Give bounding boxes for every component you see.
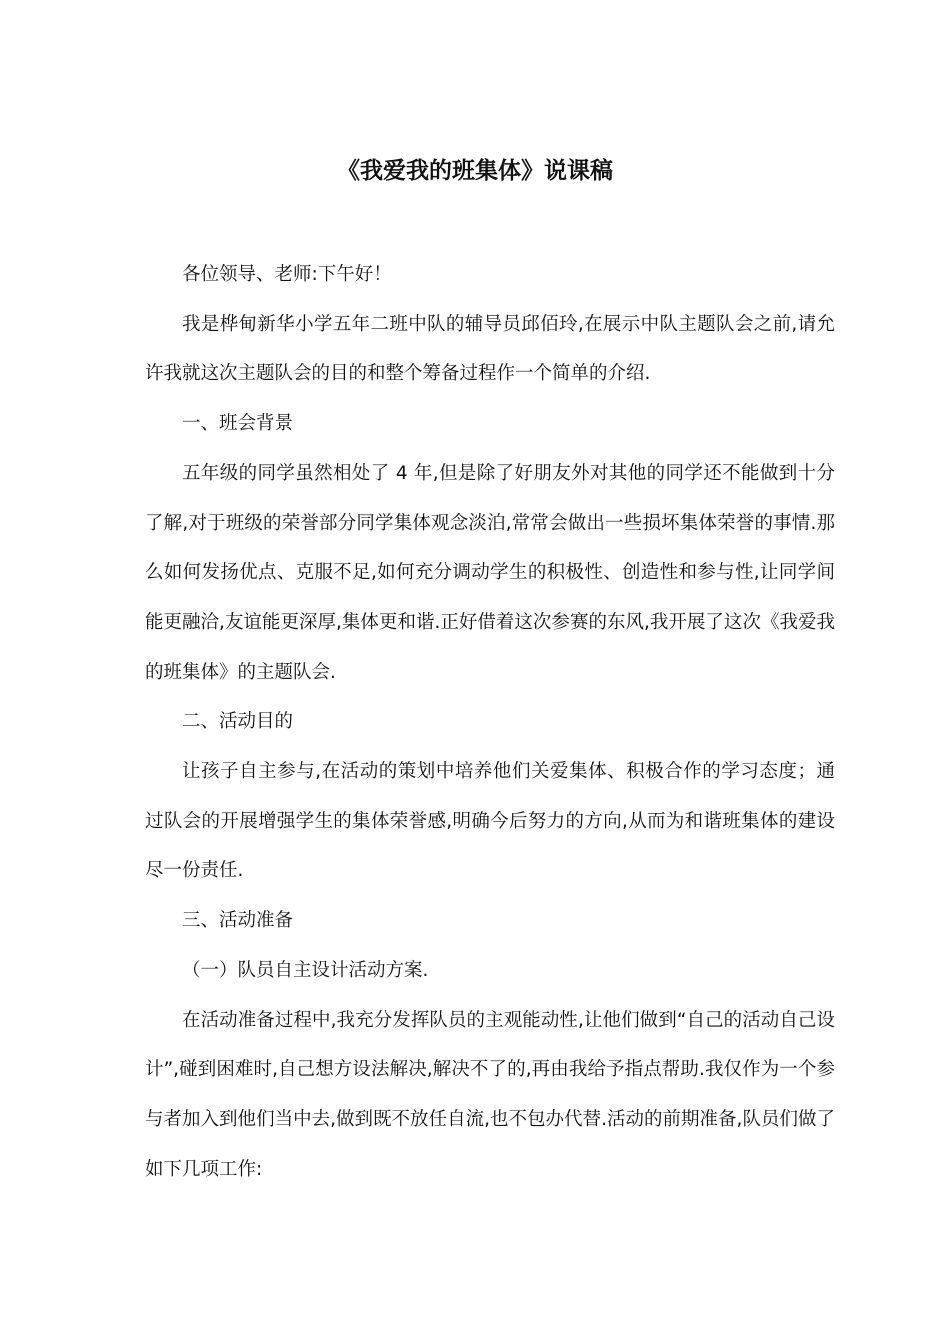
paragraph-background: 五年级的同学虽然相处了 4 年,但是除了好朋友外对其他的同学还不能做到十分了解,对于班级的荣誉部分同学集体观念淡泊,常常会做出一些损坏集体荣誉的事情.那么如何发扬优点、克服不足,如何充分调动学生的积极性、创造性和参与性,让同学间能更融洽,友谊能更深厚,集体更和谐.正好借着这次参赛的东风,我开展了这次《我爱我的班集体》的主题队会.: [145, 462, 835, 683]
document-title: 《我爱我的班集体》说课稿: [337, 158, 613, 184]
paragraph-purpose: 让孩子自主参与,在活动的策划中培养他们关爱集体、积极合作的学习态度；通过队会的开展增强学生的集体荣誉感,明确今后努力的方向,从而为和谐班集体的建设尽一份责任.: [145, 761, 835, 882]
section-heading-background: 一、班会背景: [182, 413, 294, 435]
section-heading-purpose: 二、活动目的: [182, 711, 294, 733]
section-heading-preparation: 三、活动准备: [182, 910, 294, 932]
paragraph-preparation: 在活动准备过程中,我充分发挥队员的主观能动性,让他们做到“自己的活动自己设计”,碰到困难时,自己想方设法解决,解决不了的,再由我给予指点帮助.我仅作为一个参与者加入到他们当中去,做到既不放任自流,也不包办代替.活动的前期准备,队员们做了如下几项工作:: [145, 1009, 835, 1180]
document-body: [145, 250, 835, 1194]
paragraph-greeting: 各位领导、老师:下午好！: [182, 264, 392, 285]
paragraph-introduction: 我是桦甸新华小学五年二班中队的辅导员邱佰玲,在展示中队主题队会之前,请允许我就这次主题队会的目的和整个筹备过程作一个简单的介绍.: [145, 313, 835, 385]
subsection-heading-plan: （一）队员自主设计活动方案.: [182, 959, 429, 981]
